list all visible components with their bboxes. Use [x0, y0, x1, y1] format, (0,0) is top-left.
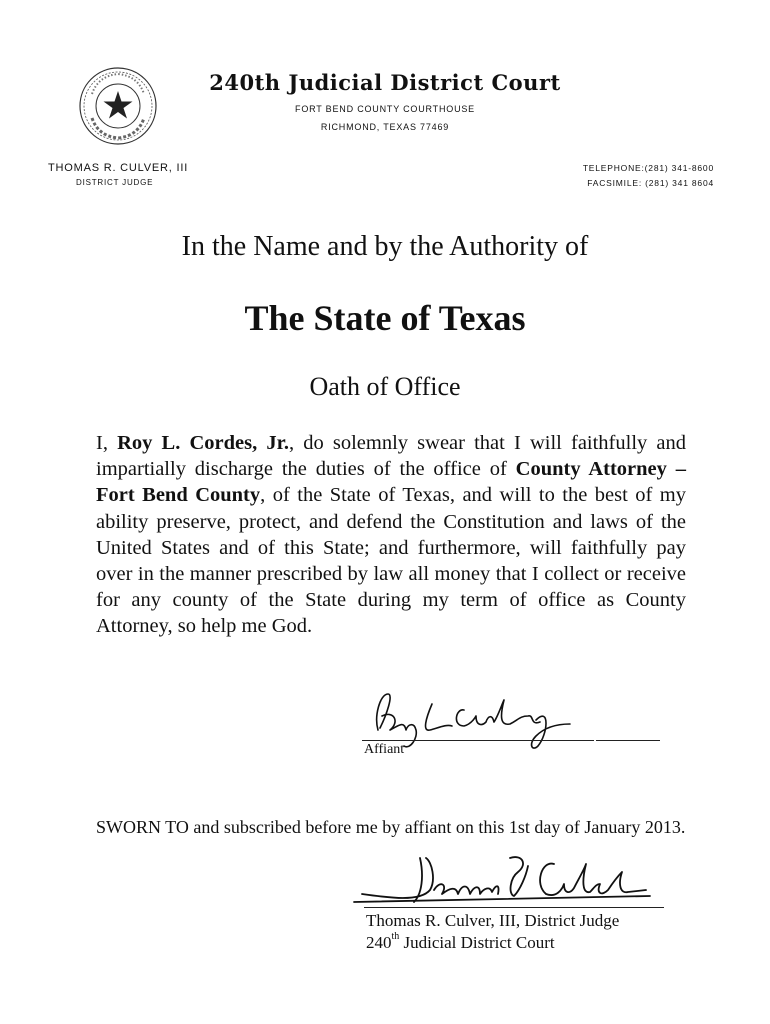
- affiant-name: Roy L. Cordes, Jr.: [117, 432, 289, 454]
- judge-name: THOMAS R. CULVER, III: [48, 162, 189, 174]
- authority-heading: In the Name and by the Authority of: [181, 231, 589, 262]
- oath-paragraph: [96, 430, 686, 640]
- court-address-line1: FORT BEND COUNTY COURTHOUSE: [295, 104, 475, 114]
- oath-text-part2: , of the State of Texas, and will to the best of my ability preserve, protect, and defend the Constitution and laws of the United States and of this State; and furthermore, will faithfully pay over in the manner prescribed by law all money that I collect or receive for any county of the State during my term of office as County Attorney, so help me God.: [96, 484, 686, 638]
- facsimile: FACSIMILE: (281) 341 8604: [587, 178, 714, 188]
- office-title: County Attorney – Fort Bend County: [96, 458, 687, 507]
- signer-court-ordinal: th: [391, 931, 400, 942]
- state-heading: The State of Texas: [244, 298, 526, 338]
- sworn-statement: SWORN TO and subscribed before me by affiant on this 1st day of January 2013.: [96, 817, 686, 837]
- affiant-signature-line: [362, 740, 594, 741]
- oath-text-part1: , do solemnly swear that I will faithfully and impartially discharge the duties of the office of: [96, 432, 687, 481]
- affiant-label: Affiant: [364, 742, 405, 757]
- oath-title: Oath of Office: [309, 372, 461, 401]
- judge-title: DISTRICT JUDGE: [76, 178, 154, 187]
- telephone: TELEPHONE:(281) 341-8600: [582, 163, 714, 173]
- court-name: 240th Judicial District Court: [209, 70, 561, 95]
- judge-signature: [350, 850, 660, 910]
- oath-intro: I,: [96, 432, 118, 454]
- signer-court-prefix: 240: [366, 933, 392, 952]
- signer-name: Thomas R. Culver, III, District Judge: [366, 911, 620, 930]
- affiant-signature-line-extension: [596, 740, 660, 741]
- judge-signature-line: [364, 907, 664, 908]
- signer-court-suffix: Judicial District Court: [399, 933, 555, 952]
- court-address-line2: RICHMOND, TEXAS 77469: [320, 122, 450, 132]
- signer-court: [366, 933, 555, 953]
